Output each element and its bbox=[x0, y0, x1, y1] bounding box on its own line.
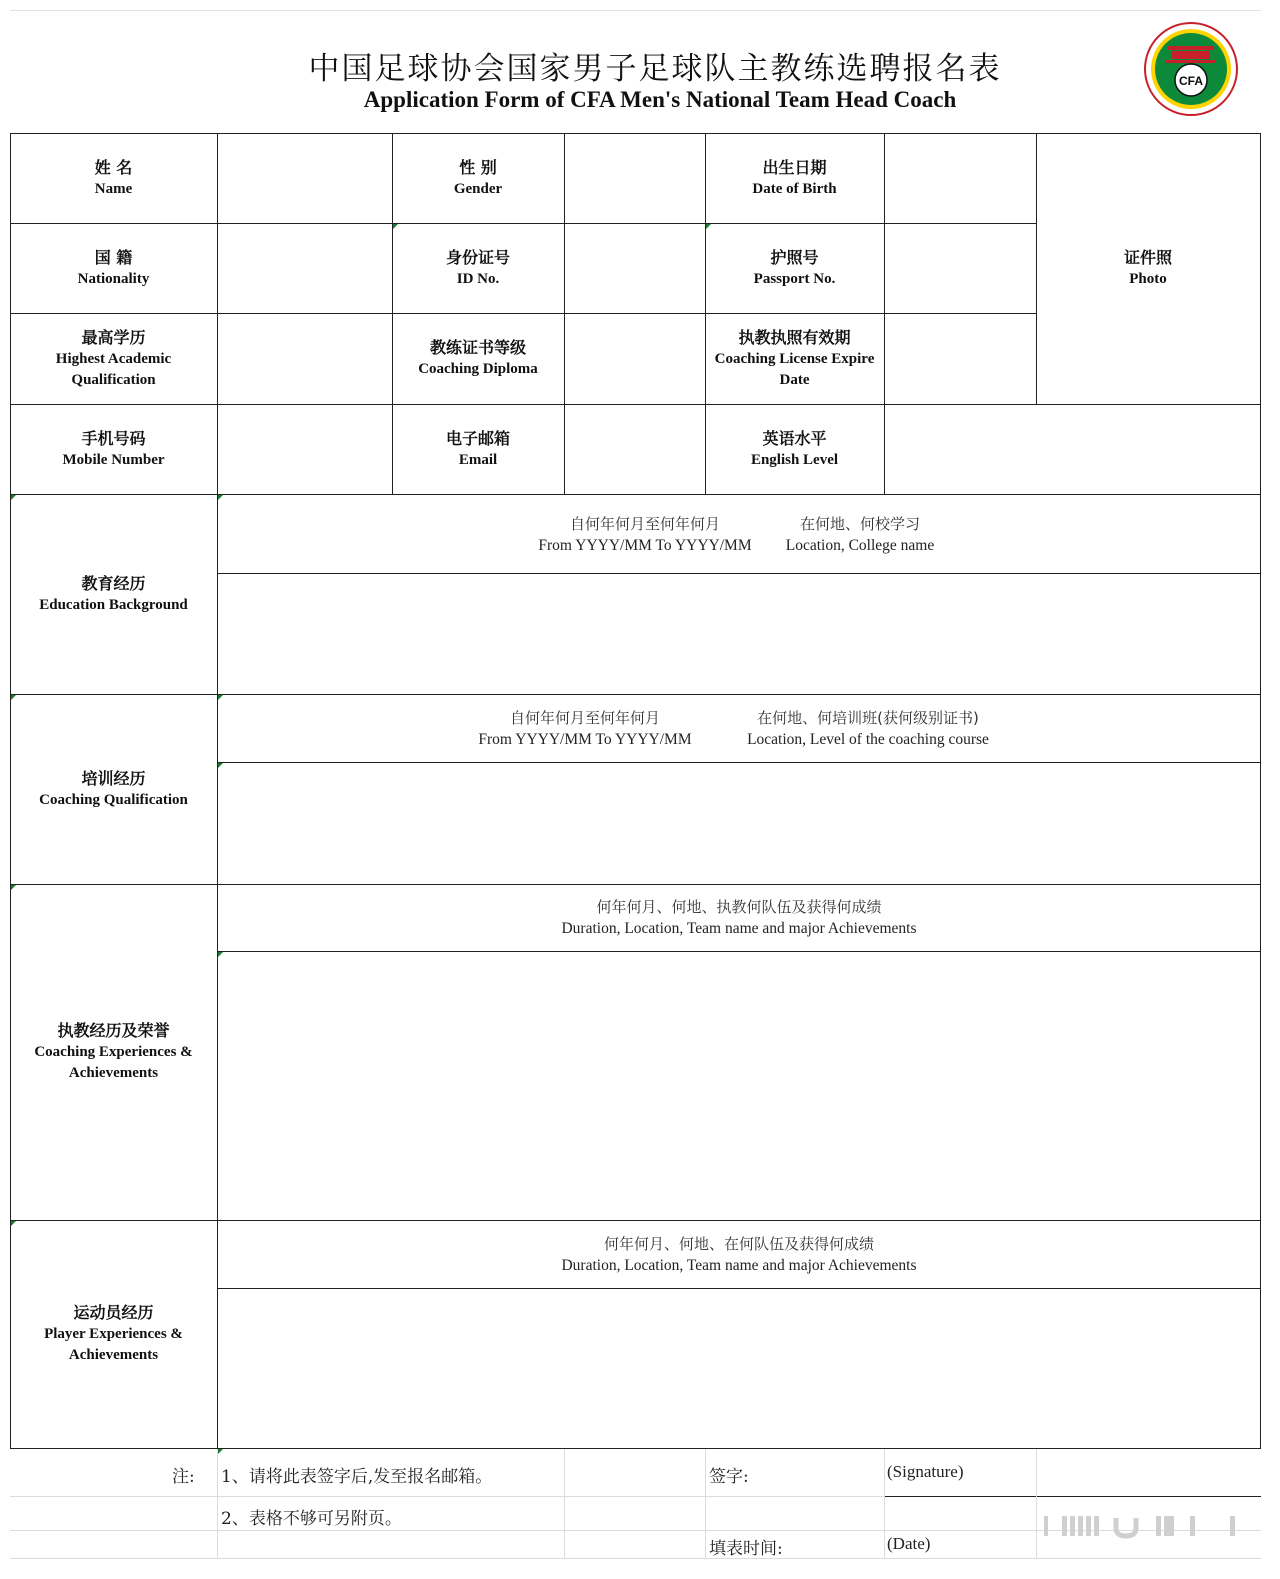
coaching-qual-hint-location-cn: 在何地、何培训班(获何级别证书) bbox=[757, 709, 979, 727]
coaching-exp-hint-cn: 何年何月、何地、执教何队伍及获得何成绩 bbox=[596, 898, 882, 916]
education-hint-period-cn: 自何年何月至何年何月 bbox=[569, 515, 720, 533]
label-name-en: Name bbox=[94, 180, 133, 197]
label-coaching-qual-en: Coaching Qualification bbox=[39, 791, 188, 808]
input-name[interactable] bbox=[218, 134, 392, 223]
input-coaching-exp[interactable] bbox=[218, 952, 1260, 1220]
education-hint-location-en: Location, College name bbox=[785, 537, 935, 554]
label-diploma bbox=[392, 313, 564, 404]
label-email bbox=[392, 404, 564, 494]
input-gender[interactable] bbox=[565, 134, 705, 223]
coaching-qual-hint-period-cn: 自何年何月至何年何月 bbox=[509, 709, 660, 727]
player-exp-hint bbox=[218, 1221, 1260, 1288]
label-dob bbox=[705, 133, 884, 223]
label-photo-cn: 证件照 bbox=[1123, 248, 1172, 267]
label-name-cn: 姓 名 bbox=[94, 157, 133, 177]
input-coaching-qual[interactable] bbox=[218, 763, 1260, 884]
label-passport-en: Passport No. bbox=[753, 270, 836, 287]
coaching-qual-hint-period-en: From YYYY/MM To YYYY/MM bbox=[478, 731, 692, 748]
player-exp-hint-cn: 何年何月、何地、在何队伍及获得何成绩 bbox=[603, 1234, 874, 1253]
label-education-cn: 教育经历 bbox=[81, 573, 146, 593]
signature-field[interactable]: (Signature) bbox=[887, 1462, 964, 1481]
label-player-exp-en: Player Experiences & Achievements bbox=[44, 1326, 183, 1363]
label-nationality bbox=[10, 223, 217, 313]
input-license-expire[interactable] bbox=[885, 314, 1036, 404]
input-nationality[interactable] bbox=[218, 224, 392, 313]
input-email[interactable] bbox=[565, 405, 705, 494]
label-id-no bbox=[392, 223, 564, 313]
label-nationality-en: Nationality bbox=[77, 270, 150, 287]
coaching-exp-hint bbox=[218, 885, 1260, 951]
label-nationality-cn: 国 籍 bbox=[94, 247, 133, 267]
label-gender-en: Gender bbox=[453, 180, 503, 197]
label-mobile-cn: 手机号码 bbox=[81, 428, 146, 448]
label-academic-en: Highest Academic Qualification bbox=[55, 350, 172, 388]
note-2: 2、表格不够可另附页。 bbox=[221, 1509, 402, 1529]
input-diploma[interactable] bbox=[565, 314, 705, 404]
input-education[interactable] bbox=[218, 574, 1260, 694]
signature-label: 签字: bbox=[709, 1467, 749, 1487]
photo-box[interactable] bbox=[1036, 133, 1260, 404]
label-name bbox=[10, 133, 217, 223]
label-coaching-qual-cn: 培训经历 bbox=[81, 768, 146, 788]
label-academic-cn: 最高学历 bbox=[81, 327, 146, 347]
coaching-qual-hint-period bbox=[460, 704, 710, 754]
input-player-exp[interactable] bbox=[218, 1289, 1260, 1448]
watermark-icon bbox=[1040, 1512, 1256, 1540]
form-title-en: Application Form of CFA Men's National Team Head Coach bbox=[363, 87, 957, 112]
label-gender bbox=[392, 133, 564, 223]
label-passport-cn: 护照号 bbox=[770, 247, 819, 267]
player-exp-hint-en: Duration, Location, Team name and major Achievements bbox=[561, 1256, 917, 1274]
input-id-no[interactable] bbox=[565, 224, 705, 313]
label-passport bbox=[705, 223, 884, 313]
label-coaching-exp-cn: 执教经历及荣誉 bbox=[57, 1021, 170, 1040]
label-mobile-en: Mobile Number bbox=[62, 451, 165, 468]
label-english-en: English Level bbox=[750, 451, 839, 468]
label-photo-en: Photo bbox=[1129, 271, 1167, 287]
label-diploma-en: Coaching Diploma bbox=[418, 361, 538, 377]
input-english[interactable] bbox=[885, 405, 1260, 494]
label-dob-cn: 出生日期 bbox=[762, 157, 827, 177]
label-license-expire-cn: 执教执照有效期 bbox=[738, 327, 851, 347]
education-hint-location bbox=[770, 510, 950, 560]
coaching-exp-hint-en: Duration, Location, Team name and major Achievements bbox=[561, 920, 917, 937]
input-academic[interactable] bbox=[218, 314, 392, 404]
label-english bbox=[705, 404, 884, 494]
label-coaching-exp bbox=[10, 884, 217, 1220]
label-license-expire-en: Coaching License Expire Date bbox=[714, 350, 875, 388]
coaching-qual-hint-location-en: Location, Level of the coaching course bbox=[747, 731, 989, 748]
education-hint-period bbox=[520, 510, 770, 560]
label-email-en: Email bbox=[458, 451, 498, 468]
label-gender-cn: 性 别 bbox=[459, 157, 497, 177]
logo-text: CFA bbox=[1179, 74, 1203, 88]
label-license-expire bbox=[705, 313, 884, 404]
date-label: 填表时间: bbox=[709, 1539, 783, 1559]
label-education bbox=[10, 494, 217, 694]
label-coaching-qual bbox=[10, 694, 217, 884]
label-coaching-exp-en: Coaching Experiences & Achievements bbox=[34, 1044, 193, 1081]
form-title-cn: 中国足球协会国家男子足球队主教练选聘报名表 bbox=[308, 51, 1002, 87]
label-id-no-en: ID No. bbox=[456, 270, 500, 287]
label-player-exp bbox=[10, 1220, 217, 1448]
label-diploma-cn: 教练证书等级 bbox=[429, 338, 526, 357]
label-player-exp-cn: 运动员经历 bbox=[73, 1303, 154, 1322]
input-passport[interactable] bbox=[885, 224, 1036, 313]
label-education-en: Education Background bbox=[39, 596, 188, 613]
label-academic bbox=[10, 313, 217, 404]
input-dob[interactable] bbox=[885, 134, 1036, 223]
label-mobile bbox=[10, 404, 217, 494]
notes-label: 注: bbox=[172, 1467, 195, 1487]
date-field[interactable]: (Date) bbox=[887, 1534, 931, 1553]
input-mobile[interactable] bbox=[218, 405, 392, 494]
note-1: 1、请将此表签字后,发至报名邮箱。 bbox=[221, 1467, 493, 1487]
label-id-no-cn: 身份证号 bbox=[445, 247, 510, 267]
label-english-cn: 英语水平 bbox=[762, 428, 827, 448]
label-email-cn: 电子邮箱 bbox=[445, 428, 510, 448]
education-hint-period-en: From YYYY/MM To YYYY/MM bbox=[538, 537, 752, 554]
coaching-qual-hint-location bbox=[728, 704, 1008, 754]
label-dob-en: Date of Birth bbox=[752, 180, 837, 197]
education-hint-location-cn: 在何地、何校学习 bbox=[799, 515, 920, 533]
